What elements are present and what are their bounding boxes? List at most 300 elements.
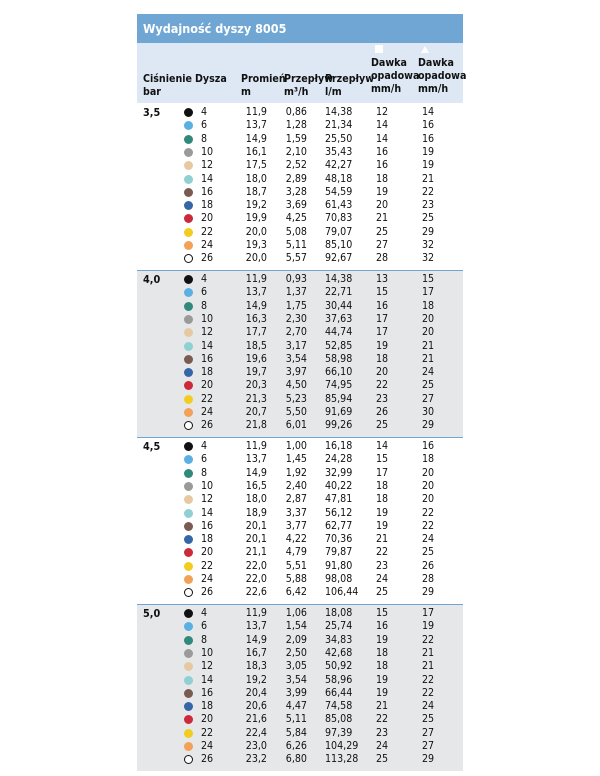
radius-cell: 19,3 bbox=[245, 239, 267, 251]
rate-square-cell: 19 bbox=[376, 633, 389, 646]
nozzle-size-cell: 8 bbox=[201, 466, 208, 479]
table-row bbox=[137, 440, 463, 453]
table-row bbox=[137, 419, 463, 432]
flow-m3h-cell: 1,37 bbox=[285, 286, 307, 299]
flow-lm-cell: 113,28 bbox=[325, 753, 359, 766]
nozzle-color-dot-icon bbox=[184, 575, 193, 584]
flow-lm-cell: 79,07 bbox=[325, 225, 353, 238]
header-radius-label: Promień bbox=[241, 73, 286, 85]
rate-square-cell: 19 bbox=[376, 686, 389, 699]
rate-triangle-cell: 22 bbox=[422, 633, 435, 646]
radius-cell: 21,1 bbox=[245, 546, 267, 559]
radius-cell: 16,7 bbox=[245, 646, 267, 659]
rate-triangle-cell: 25 bbox=[422, 379, 435, 392]
nozzle-size-cell: 24 bbox=[201, 406, 214, 418]
header-rate-square bbox=[371, 44, 419, 96]
table-row bbox=[137, 727, 463, 740]
radius-cell: 20,6 bbox=[245, 700, 267, 713]
rate-triangle-cell: 21 bbox=[422, 646, 435, 659]
rate-square-cell: 20 bbox=[376, 199, 389, 212]
table-row bbox=[137, 252, 463, 265]
flow-lm-cell: 85,94 bbox=[325, 392, 353, 405]
flow-lm-cell: 25,74 bbox=[325, 620, 353, 633]
nozzle-size-cell: 26 bbox=[201, 419, 214, 432]
flow-m3h-cell: 1,92 bbox=[285, 466, 307, 479]
radius-cell: 11,9 bbox=[245, 607, 267, 619]
rate-square-cell: 25 bbox=[376, 419, 389, 432]
header-nozzle: Dysza bbox=[195, 73, 227, 85]
nozzle-color-dot-icon bbox=[184, 188, 193, 197]
table-row bbox=[137, 533, 463, 546]
rate-triangle-cell: 25 bbox=[422, 713, 435, 726]
flow-m3h-cell: 0,93 bbox=[285, 273, 307, 285]
nozzle-size-cell: 18 bbox=[201, 533, 214, 546]
nozzle-size-cell: 12 bbox=[201, 326, 214, 339]
group-divider bbox=[137, 437, 463, 438]
table-row bbox=[137, 286, 463, 299]
nozzle-color-dot-icon bbox=[184, 522, 193, 531]
flow-m3h-cell: 3,37 bbox=[285, 506, 307, 519]
header-pressure-unit: bar bbox=[143, 86, 161, 98]
nozzle-size-cell: 14 bbox=[201, 673, 214, 686]
radius-cell: 20,3 bbox=[245, 379, 267, 392]
flow-lm-cell: 61,43 bbox=[325, 199, 353, 212]
header-pressure-label: Ciśnienie bbox=[143, 73, 192, 85]
flow-m3h-cell: 2,89 bbox=[285, 172, 307, 185]
nozzle-size-cell: 22 bbox=[201, 225, 214, 238]
radius-cell: 18,0 bbox=[245, 172, 267, 185]
table-row bbox=[137, 546, 463, 559]
nozzle-color-dot-icon bbox=[184, 548, 193, 557]
header-rate-square-label2: opadowa bbox=[371, 70, 420, 82]
flow-m3h-cell: 6,01 bbox=[285, 419, 307, 432]
nozzle-size-cell: 12 bbox=[201, 493, 214, 506]
nozzle-size-cell: 10 bbox=[201, 312, 214, 325]
nozzle-size-cell: 16 bbox=[201, 352, 214, 365]
rate-square-cell: 19 bbox=[376, 185, 389, 198]
rate-triangle-cell: 32 bbox=[422, 252, 435, 265]
radius-cell: 14,9 bbox=[245, 633, 267, 646]
rate-square-cell: 18 bbox=[376, 172, 389, 185]
flow-m3h-cell: 2,50 bbox=[285, 646, 307, 659]
table-row bbox=[137, 753, 463, 766]
table-row bbox=[137, 353, 463, 366]
flow-m3h-cell: 3,28 bbox=[285, 185, 307, 198]
rate-square-cell: 22 bbox=[376, 713, 389, 726]
header-radius-unit: m bbox=[241, 86, 251, 98]
table-row bbox=[137, 239, 463, 252]
nozzle-color-dot-icon bbox=[184, 421, 193, 430]
table-row bbox=[137, 634, 463, 647]
nozzle-color-dot-icon bbox=[184, 342, 193, 351]
nozzle-size-cell: 4 bbox=[201, 607, 208, 619]
table-row bbox=[137, 313, 463, 326]
rate-triangle-cell: 22 bbox=[422, 506, 435, 519]
flow-lm-cell: 16,18 bbox=[325, 440, 353, 452]
nozzle-size-cell: 14 bbox=[201, 339, 214, 352]
radius-cell: 22,6 bbox=[245, 586, 267, 599]
rate-square-cell: 17 bbox=[376, 326, 389, 339]
table-row bbox=[137, 467, 463, 480]
nozzle-size-cell: 14 bbox=[201, 172, 214, 185]
rate-square-cell: 16 bbox=[376, 299, 389, 312]
nozzle-size-cell: 26 bbox=[201, 252, 214, 265]
table-row bbox=[137, 586, 463, 599]
table-body bbox=[137, 103, 463, 771]
header-rate-triangle-label1: Dawka bbox=[418, 57, 454, 69]
nozzle-size-cell: 14 bbox=[201, 506, 214, 519]
rate-square-cell: 25 bbox=[376, 753, 389, 766]
flow-lm-cell: 66,10 bbox=[325, 366, 353, 379]
rate-square-cell: 19 bbox=[376, 519, 389, 532]
radius-cell: 14,9 bbox=[245, 299, 267, 312]
nozzle-color-dot-icon bbox=[184, 161, 193, 170]
nozzle-color-dot-icon bbox=[184, 469, 193, 478]
flow-m3h-cell: 2,52 bbox=[285, 159, 307, 172]
pressure-label: 4,5 bbox=[143, 440, 161, 453]
flow-m3h-cell: 1,54 bbox=[285, 620, 307, 633]
rate-square-cell: 17 bbox=[376, 312, 389, 325]
nozzle-size-cell: 20 bbox=[201, 212, 214, 225]
flow-lm-cell: 37,63 bbox=[325, 312, 353, 325]
radius-cell: 19,7 bbox=[245, 366, 267, 379]
radius-cell: 22,0 bbox=[245, 559, 267, 572]
flow-lm-cell: 48,18 bbox=[325, 172, 353, 185]
radius-cell: 13,7 bbox=[245, 286, 267, 299]
flow-m3h-cell: 4,79 bbox=[285, 546, 307, 559]
rate-square-cell: 15 bbox=[376, 453, 389, 466]
nozzle-size-cell: 22 bbox=[201, 726, 214, 739]
rate-triangle-cell: 25 bbox=[422, 212, 435, 225]
flow-m3h-cell: 5,88 bbox=[285, 573, 307, 585]
nozzle-color-dot-icon bbox=[184, 368, 193, 377]
table-row bbox=[137, 493, 463, 506]
pressure-group bbox=[137, 437, 463, 604]
nozzle-size-cell: 26 bbox=[201, 586, 214, 599]
rate-triangle-cell: 25 bbox=[422, 546, 435, 559]
rate-square-cell: 16 bbox=[376, 145, 389, 158]
rate-triangle-cell: 16 bbox=[422, 440, 435, 452]
radius-cell: 16,5 bbox=[245, 479, 267, 492]
table-row bbox=[137, 620, 463, 633]
rate-triangle-cell: 22 bbox=[422, 673, 435, 686]
nozzle-color-dot-icon bbox=[184, 535, 193, 544]
table-row bbox=[137, 119, 463, 132]
rate-square-cell: 20 bbox=[376, 366, 389, 379]
table-row bbox=[137, 106, 463, 119]
rate-triangle-cell: 21 bbox=[422, 352, 435, 365]
nozzle-size-cell: 4 bbox=[201, 273, 208, 285]
nozzle-size-cell: 10 bbox=[201, 145, 214, 158]
nozzle-color-dot-icon bbox=[184, 275, 193, 284]
pressure-label: 5,0 bbox=[143, 607, 161, 620]
flow-m3h-cell: 5,51 bbox=[285, 559, 307, 572]
flow-m3h-cell: 1,06 bbox=[285, 607, 307, 619]
rate-square-cell: 16 bbox=[376, 620, 389, 633]
rate-triangle-cell: 17 bbox=[422, 607, 435, 619]
flow-m3h-cell: 3,77 bbox=[285, 519, 307, 532]
header-rate-triangle bbox=[418, 44, 466, 96]
nozzle-size-cell: 6 bbox=[201, 286, 208, 299]
rate-square-cell: 27 bbox=[376, 239, 389, 251]
flow-m3h-cell: 0,86 bbox=[285, 106, 307, 118]
flow-lm-cell: 104,29 bbox=[325, 740, 359, 752]
flow-lm-cell: 85,08 bbox=[325, 713, 353, 726]
nozzle-color-dot-icon bbox=[184, 442, 193, 451]
nozzle-color-dot-icon bbox=[184, 636, 193, 645]
flow-m3h-cell: 1,45 bbox=[285, 453, 307, 466]
table-row bbox=[137, 379, 463, 392]
nozzle-size-cell: 16 bbox=[201, 185, 214, 198]
rate-triangle-cell: 28 bbox=[422, 573, 435, 585]
table-title: Wydajność dyszy 8005 bbox=[137, 14, 463, 43]
nozzle-color-dot-icon bbox=[184, 395, 193, 404]
radius-cell: 11,9 bbox=[245, 106, 267, 118]
flow-m3h-cell: 3,17 bbox=[285, 339, 307, 352]
flow-lm-cell: 21,34 bbox=[325, 119, 353, 132]
nozzle-color-dot-icon bbox=[184, 729, 193, 738]
flow-m3h-cell: 3,97 bbox=[285, 366, 307, 379]
flow-m3h-cell: 2,30 bbox=[285, 312, 307, 325]
rate-triangle-cell: 19 bbox=[422, 620, 435, 633]
table-row bbox=[137, 273, 463, 286]
rate-triangle-cell: 29 bbox=[422, 586, 435, 599]
table-row bbox=[137, 687, 463, 700]
rate-square-cell: 18 bbox=[376, 479, 389, 492]
rate-triangle-cell: 32 bbox=[422, 239, 435, 251]
nozzle-size-cell: 10 bbox=[201, 646, 214, 659]
nozzle-size-cell: 18 bbox=[201, 700, 214, 713]
flow-m3h-cell: 1,28 bbox=[285, 119, 307, 132]
rate-triangle-cell: 21 bbox=[422, 339, 435, 352]
rate-square-cell: 21 bbox=[376, 700, 389, 713]
nozzle-size-cell: 18 bbox=[201, 366, 214, 379]
nozzle-size-cell: 8 bbox=[201, 132, 208, 145]
rate-triangle-cell: 18 bbox=[422, 299, 435, 312]
radius-cell: 20,0 bbox=[245, 252, 267, 265]
rate-triangle-cell: 22 bbox=[422, 185, 435, 198]
flow-m3h-cell: 5,57 bbox=[285, 252, 307, 265]
nozzle-color-dot-icon bbox=[184, 135, 193, 144]
rate-square-cell: 17 bbox=[376, 466, 389, 479]
flow-m3h-cell: 3,99 bbox=[285, 686, 307, 699]
flow-lm-cell: 91,69 bbox=[325, 406, 353, 418]
rate-triangle-cell: 29 bbox=[422, 225, 435, 238]
flow-lm-cell: 97,39 bbox=[325, 726, 353, 739]
rate-square-cell: 18 bbox=[376, 493, 389, 506]
rate-square-cell: 24 bbox=[376, 573, 389, 585]
flow-lm-cell: 22,71 bbox=[325, 286, 353, 299]
nozzle-size-cell: 22 bbox=[201, 559, 214, 572]
nozzle-color-dot-icon bbox=[184, 689, 193, 698]
radius-cell: 13,7 bbox=[245, 119, 267, 132]
radius-cell: 11,9 bbox=[245, 273, 267, 285]
nozzle-color-dot-icon bbox=[184, 241, 193, 250]
rate-triangle-cell: 27 bbox=[422, 726, 435, 739]
radius-cell: 17,7 bbox=[245, 326, 267, 339]
flow-m3h-cell: 4,50 bbox=[285, 379, 307, 392]
nozzle-color-dot-icon bbox=[184, 622, 193, 631]
flow-lm-cell: 44,74 bbox=[325, 326, 353, 339]
pressure-group bbox=[137, 270, 463, 437]
triangle-pattern-icon bbox=[418, 44, 466, 57]
radius-cell: 18,9 bbox=[245, 506, 267, 519]
radius-cell: 18,0 bbox=[245, 493, 267, 506]
nozzle-size-cell: 24 bbox=[201, 239, 214, 251]
flow-lm-cell: 42,27 bbox=[325, 159, 353, 172]
rate-triangle-cell: 21 bbox=[422, 660, 435, 673]
table-row bbox=[137, 507, 463, 520]
group-divider bbox=[137, 604, 463, 605]
radius-cell: 17,5 bbox=[245, 159, 267, 172]
rate-square-cell: 28 bbox=[376, 252, 389, 265]
flow-m3h-cell: 1,59 bbox=[285, 132, 307, 145]
square-pattern-icon bbox=[371, 44, 419, 57]
nozzle-size-cell: 4 bbox=[201, 106, 208, 118]
nozzle-performance-table bbox=[137, 14, 467, 771]
nozzle-color-dot-icon bbox=[184, 214, 193, 223]
table-row bbox=[137, 133, 463, 146]
nozzle-size-cell: 20 bbox=[201, 713, 214, 726]
rate-triangle-cell: 16 bbox=[422, 119, 435, 132]
radius-cell: 21,3 bbox=[245, 392, 267, 405]
radius-cell: 11,9 bbox=[245, 440, 267, 452]
rate-square-cell: 21 bbox=[376, 212, 389, 225]
table-row bbox=[137, 326, 463, 339]
rate-square-cell: 18 bbox=[376, 352, 389, 365]
nozzle-color-dot-icon bbox=[184, 482, 193, 491]
nozzle-color-dot-icon bbox=[184, 609, 193, 618]
flow-m3h-cell: 6,26 bbox=[285, 740, 307, 752]
nozzle-size-cell: 16 bbox=[201, 519, 214, 532]
nozzle-color-dot-icon bbox=[184, 121, 193, 130]
radius-cell: 16,3 bbox=[245, 312, 267, 325]
flow-m3h-cell: 5,11 bbox=[285, 713, 307, 726]
table-row bbox=[137, 159, 463, 172]
header-flow-lm bbox=[325, 73, 374, 99]
flow-lm-cell: 14,38 bbox=[325, 273, 353, 285]
rate-triangle-cell: 19 bbox=[422, 145, 435, 158]
nozzle-size-cell: 18 bbox=[201, 199, 214, 212]
rate-square-cell: 13 bbox=[376, 273, 389, 285]
flow-lm-cell: 42,68 bbox=[325, 646, 353, 659]
rate-square-cell: 22 bbox=[376, 379, 389, 392]
flow-lm-cell: 40,22 bbox=[325, 479, 353, 492]
rate-square-cell: 24 bbox=[376, 740, 389, 752]
nozzle-color-dot-icon bbox=[184, 562, 193, 571]
rate-square-cell: 14 bbox=[376, 119, 389, 132]
rate-triangle-cell: 20 bbox=[422, 326, 435, 339]
nozzle-color-dot-icon bbox=[184, 355, 193, 364]
header-flow-m3h-unit: m³/h bbox=[284, 86, 309, 98]
header-radius bbox=[241, 73, 286, 99]
flow-lm-cell: 74,95 bbox=[325, 379, 353, 392]
table-row bbox=[137, 453, 463, 466]
nozzle-size-cell: 20 bbox=[201, 546, 214, 559]
flow-lm-cell: 25,50 bbox=[325, 132, 353, 145]
radius-cell: 14,9 bbox=[245, 132, 267, 145]
radius-cell: 20,1 bbox=[245, 533, 267, 546]
table-row bbox=[137, 212, 463, 225]
radius-cell: 21,8 bbox=[245, 419, 267, 432]
pressure-label: 3,5 bbox=[143, 106, 161, 119]
radius-cell: 21,6 bbox=[245, 713, 267, 726]
radius-cell: 23,0 bbox=[245, 740, 267, 752]
flow-lm-cell: 56,12 bbox=[325, 506, 353, 519]
table-row bbox=[137, 186, 463, 199]
table-header bbox=[137, 43, 467, 103]
table-row bbox=[137, 366, 463, 379]
flow-lm-cell: 62,77 bbox=[325, 519, 353, 532]
rate-square-cell: 14 bbox=[376, 132, 389, 145]
rate-square-cell: 26 bbox=[376, 406, 389, 418]
rate-triangle-cell: 22 bbox=[422, 519, 435, 532]
table-row bbox=[137, 480, 463, 493]
nozzle-size-cell: 22 bbox=[201, 392, 214, 405]
rate-triangle-cell: 18 bbox=[422, 453, 435, 466]
nozzle-size-cell: 8 bbox=[201, 633, 208, 646]
flow-m3h-cell: 6,80 bbox=[285, 753, 307, 766]
radius-cell: 19,6 bbox=[245, 352, 267, 365]
rate-triangle-cell: 24 bbox=[422, 366, 435, 379]
pressure-group bbox=[137, 604, 463, 771]
header-flow-lm-label: Przepływ bbox=[325, 73, 375, 85]
flow-lm-cell: 70,36 bbox=[325, 533, 353, 546]
rate-triangle-cell: 29 bbox=[422, 753, 435, 766]
table-row bbox=[137, 520, 463, 533]
radius-cell: 13,7 bbox=[245, 620, 267, 633]
nozzle-color-dot-icon bbox=[184, 676, 193, 685]
rate-triangle-cell: 15 bbox=[422, 273, 435, 285]
flow-m3h-cell: 1,00 bbox=[285, 440, 307, 452]
flow-m3h-cell: 4,22 bbox=[285, 533, 307, 546]
nozzle-color-dot-icon bbox=[184, 509, 193, 518]
flow-m3h-cell: 5,50 bbox=[285, 406, 307, 418]
header-flow-lm-unit: l/m bbox=[325, 86, 342, 98]
nozzle-color-dot-icon bbox=[184, 649, 193, 658]
table-row bbox=[137, 300, 463, 313]
rate-triangle-cell: 20 bbox=[422, 466, 435, 479]
nozzle-color-dot-icon bbox=[184, 662, 193, 671]
rate-square-cell: 14 bbox=[376, 440, 389, 452]
nozzle-color-dot-icon bbox=[184, 755, 193, 764]
rate-square-cell: 21 bbox=[376, 533, 389, 546]
flow-m3h-cell: 5,84 bbox=[285, 726, 307, 739]
rate-triangle-cell: 22 bbox=[422, 686, 435, 699]
rate-triangle-cell: 14 bbox=[422, 106, 435, 118]
rate-square-cell: 23 bbox=[376, 392, 389, 405]
radius-cell: 19,2 bbox=[245, 199, 267, 212]
nozzle-color-dot-icon bbox=[184, 328, 193, 337]
rate-square-cell: 22 bbox=[376, 546, 389, 559]
flow-lm-cell: 99,26 bbox=[325, 419, 353, 432]
rate-triangle-cell: 20 bbox=[422, 312, 435, 325]
nozzle-size-cell: 4 bbox=[201, 440, 208, 452]
flow-m3h-cell: 2,09 bbox=[285, 633, 307, 646]
table-row bbox=[137, 660, 463, 673]
rate-square-cell: 19 bbox=[376, 506, 389, 519]
rate-square-cell: 18 bbox=[376, 660, 389, 673]
flow-lm-cell: 18,08 bbox=[325, 607, 353, 619]
rate-square-cell: 16 bbox=[376, 159, 389, 172]
flow-lm-cell: 58,98 bbox=[325, 352, 353, 365]
radius-cell: 20,0 bbox=[245, 225, 267, 238]
rate-square-cell: 19 bbox=[376, 339, 389, 352]
rate-triangle-cell: 20 bbox=[422, 493, 435, 506]
table-row bbox=[137, 700, 463, 713]
nozzle-color-dot-icon bbox=[184, 381, 193, 390]
nozzle-size-cell: 24 bbox=[201, 573, 214, 585]
